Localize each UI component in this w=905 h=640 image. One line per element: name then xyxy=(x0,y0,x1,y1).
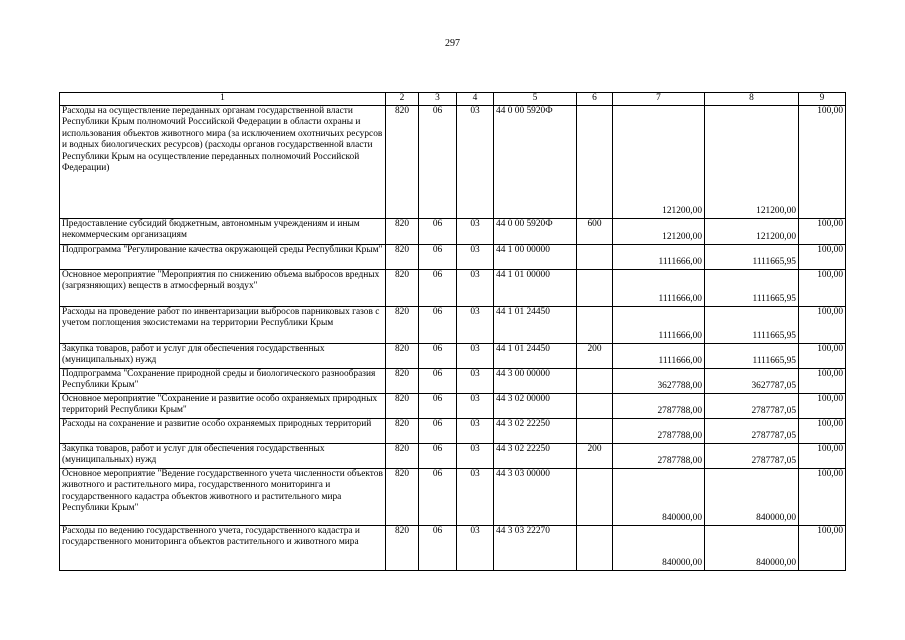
execution-percent: 100,00 xyxy=(799,418,846,443)
target-article-code: 44 1 00 00000 xyxy=(494,244,577,269)
execution-percent: 100,00 xyxy=(799,244,846,269)
ministry-code: 820 xyxy=(386,393,419,418)
target-article-code: 44 0 00 5920Ф xyxy=(494,105,577,218)
table-row xyxy=(60,525,846,570)
planned-amount: 1111666,00 xyxy=(613,269,705,306)
section-code: 06 xyxy=(419,393,457,418)
column-header: 2 xyxy=(386,93,419,106)
target-article-code: 44 3 02 00000 xyxy=(494,393,577,418)
table-row xyxy=(60,368,846,393)
section-code: 06 xyxy=(419,443,457,468)
column-header: 3 xyxy=(419,93,457,106)
planned-amount: 121200,00 xyxy=(613,218,705,244)
column-header: 8 xyxy=(705,93,799,106)
section-code: 06 xyxy=(419,368,457,393)
column-header: 6 xyxy=(577,93,613,106)
table-row xyxy=(60,343,846,368)
table-body xyxy=(60,93,846,571)
expense-type-code: 200 xyxy=(577,443,613,468)
subsection-code: 03 xyxy=(457,343,494,368)
target-article-code: 44 3 03 22270 xyxy=(494,525,577,570)
planned-amount: 1111666,00 xyxy=(613,244,705,269)
ministry-code: 820 xyxy=(386,443,419,468)
executed-amount: 1111665,95 xyxy=(705,244,799,269)
expense-type-code xyxy=(577,368,613,393)
row-description: Закупка товаров, работ и услуг для обеспечения государственных (муниципальных) нужд xyxy=(60,343,386,368)
executed-amount: 121200,00 xyxy=(705,218,799,244)
table-row xyxy=(60,105,846,218)
ministry-code: 820 xyxy=(386,343,419,368)
row-description: Основное мероприятие "Сохранение и развитие особо охраняемых природных территорий Республики Крым" xyxy=(60,393,386,418)
subsection-code: 03 xyxy=(457,418,494,443)
target-article-code: 44 3 00 00000 xyxy=(494,368,577,393)
section-code: 06 xyxy=(419,218,457,244)
row-description: Предоставление субсидий бюджетным, автономным учреждениям и иным некоммерческим организациям xyxy=(60,218,386,244)
section-code: 06 xyxy=(419,418,457,443)
table-row xyxy=(60,418,846,443)
subsection-code: 03 xyxy=(457,244,494,269)
table-row xyxy=(60,269,846,306)
executed-amount: 1111665,95 xyxy=(705,306,799,343)
planned-amount: 2787788,00 xyxy=(613,418,705,443)
ministry-code: 820 xyxy=(386,368,419,393)
executed-amount: 2787787,05 xyxy=(705,443,799,468)
expense-type-code xyxy=(577,269,613,306)
section-code: 06 xyxy=(419,244,457,269)
expense-type-code xyxy=(577,393,613,418)
planned-amount: 840000,00 xyxy=(613,468,705,525)
column-header: 9 xyxy=(799,93,846,106)
subsection-code: 03 xyxy=(457,368,494,393)
executed-amount: 840000,00 xyxy=(705,468,799,525)
subsection-code: 03 xyxy=(457,393,494,418)
table-header-row xyxy=(60,93,846,106)
table-row xyxy=(60,306,846,343)
expense-type-code xyxy=(577,244,613,269)
expense-type-code xyxy=(577,105,613,218)
execution-percent: 100,00 xyxy=(799,443,846,468)
execution-percent: 100,00 xyxy=(799,105,846,218)
row-description: Расходы по ведению государственного учета, государственного кадастра и государственного мониторинга объектов растительного и животного мира xyxy=(60,525,386,570)
execution-percent: 100,00 xyxy=(799,218,846,244)
execution-percent: 100,00 xyxy=(799,306,846,343)
table-row xyxy=(60,244,846,269)
section-code: 06 xyxy=(419,468,457,525)
expense-type-code xyxy=(577,468,613,525)
table-row xyxy=(60,468,846,525)
row-description: Расходы на сохранение и развитие особо охраняемых природных территорий xyxy=(60,418,386,443)
target-article-code: 44 1 01 00000 xyxy=(494,269,577,306)
column-header: 4 xyxy=(457,93,494,106)
executed-amount: 1111665,95 xyxy=(705,343,799,368)
planned-amount: 1111666,00 xyxy=(613,306,705,343)
row-description: Подпрограмма "Сохранение природной среды и биологического разнообразия Республики Крым" xyxy=(60,368,386,393)
executed-amount: 2787787,05 xyxy=(705,393,799,418)
ministry-code: 820 xyxy=(386,418,419,443)
planned-amount: 121200,00 xyxy=(613,105,705,218)
row-description: Основное мероприятие "Ведение государственного учета численности объектов животного и растительного мира, государственного мониторинга и государственного кадастра объектов животного и растительного мира Республики Крым" xyxy=(60,468,386,525)
table-row xyxy=(60,393,846,418)
section-code: 06 xyxy=(419,306,457,343)
subsection-code: 03 xyxy=(457,443,494,468)
executed-amount: 121200,00 xyxy=(705,105,799,218)
expense-type-code xyxy=(577,306,613,343)
ministry-code: 820 xyxy=(386,306,419,343)
column-header: 1 xyxy=(60,93,386,106)
planned-amount: 840000,00 xyxy=(613,525,705,570)
planned-amount: 2787788,00 xyxy=(613,443,705,468)
target-article-code: 44 1 01 24450 xyxy=(494,343,577,368)
execution-percent: 100,00 xyxy=(799,343,846,368)
table-row xyxy=(60,443,846,468)
execution-percent: 100,00 xyxy=(799,393,846,418)
expense-type-code: 600 xyxy=(577,218,613,244)
row-description: Основное мероприятие "Мероприятия по снижению объема выбросов вредных (загрязняющих) веществ в атмосферный воздух" xyxy=(60,269,386,306)
row-description: Расходы на осуществление переданных органам государственной власти Республики Крым полномочий Российской Федерации в области охраны и использования объектов животного мира (за исключением охотничьих ресурсов и водных биологических ресурсов) (расходы органов государственной власти Республики Крым на осуществление переданных полномочий Российской Федерации) xyxy=(60,105,386,218)
section-code: 06 xyxy=(419,269,457,306)
ministry-code: 820 xyxy=(386,269,419,306)
row-description: Подпрограмма "Регулирование качества окружающей среды Республики Крым" xyxy=(60,244,386,269)
execution-percent: 100,00 xyxy=(799,269,846,306)
execution-percent: 100,00 xyxy=(799,525,846,570)
row-description: Закупка товаров, работ и услуг для обеспечения государственных (муниципальных) нужд xyxy=(60,443,386,468)
ministry-code: 820 xyxy=(386,525,419,570)
subsection-code: 03 xyxy=(457,468,494,525)
column-header: 7 xyxy=(613,93,705,106)
expense-type-code xyxy=(577,418,613,443)
budget-table xyxy=(59,92,846,571)
ministry-code: 820 xyxy=(386,218,419,244)
ministry-code: 820 xyxy=(386,468,419,525)
row-description: Расходы на проведение работ по инвентаризации выбросов парниковых газов с учетом поглощения экосистемами на территории Республики Крым xyxy=(60,306,386,343)
subsection-code: 03 xyxy=(457,306,494,343)
executed-amount: 3627787,05 xyxy=(705,368,799,393)
section-code: 06 xyxy=(419,525,457,570)
subsection-code: 03 xyxy=(457,218,494,244)
planned-amount: 1111666,00 xyxy=(613,343,705,368)
target-article-code: 44 1 01 24450 xyxy=(494,306,577,343)
target-article-code: 44 0 00 5920Ф xyxy=(494,218,577,244)
executed-amount: 2787787,05 xyxy=(705,418,799,443)
subsection-code: 03 xyxy=(457,525,494,570)
execution-percent: 100,00 xyxy=(799,368,846,393)
subsection-code: 03 xyxy=(457,269,494,306)
table-row xyxy=(60,218,846,244)
planned-amount: 3627788,00 xyxy=(613,368,705,393)
planned-amount: 2787788,00 xyxy=(613,393,705,418)
executed-amount: 840000,00 xyxy=(705,525,799,570)
subsection-code: 03 xyxy=(457,105,494,218)
execution-percent: 100,00 xyxy=(799,468,846,525)
column-header: 5 xyxy=(494,93,577,106)
expense-type-code: 200 xyxy=(577,343,613,368)
page-number: 297 xyxy=(445,38,460,49)
section-code: 06 xyxy=(419,105,457,218)
expense-type-code xyxy=(577,525,613,570)
section-code: 06 xyxy=(419,343,457,368)
ministry-code: 820 xyxy=(386,105,419,218)
executed-amount: 1111665,95 xyxy=(705,269,799,306)
target-article-code: 44 3 02 22250 xyxy=(494,418,577,443)
ministry-code: 820 xyxy=(386,244,419,269)
target-article-code: 44 3 02 22250 xyxy=(494,443,577,468)
target-article-code: 44 3 03 00000 xyxy=(494,468,577,525)
